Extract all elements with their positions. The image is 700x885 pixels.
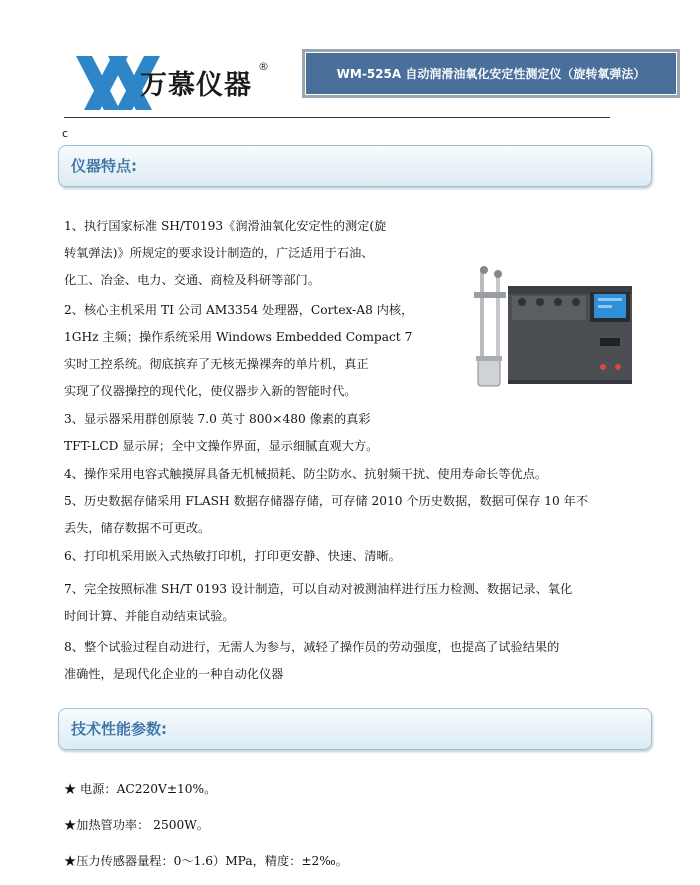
- feature-line: 时间计算、并能自动结束试验。: [64, 609, 235, 623]
- feature-line: 实时工控系统。彻底摈弃了无核无操裸奔的单片机，真正: [64, 357, 369, 371]
- feature-line: 3、显示器采用群创原装 7.0 英寸 800×480 像素的真彩: [64, 412, 371, 426]
- feature-paragraph-3: [64, 406, 378, 460]
- logo-text: 万慕仪器: [140, 70, 252, 101]
- feature-line: 化工、冶金、电力、交通、商检及科研等部门。: [64, 273, 320, 287]
- feature-paragraph-4: [64, 461, 547, 488]
- feature-line: 丢失，储存数据不可更改。: [64, 521, 211, 535]
- feature-paragraph-5: [64, 488, 588, 542]
- specs-heading: 技术性能参数:: [71, 720, 167, 738]
- instrument-photo: [470, 262, 636, 392]
- feature-line: 1、执行国家标准 SH/T0193《润滑油氧化安定性的测定(旋: [64, 219, 387, 233]
- registered-mark: ®: [258, 60, 269, 73]
- features-heading: 仪器特点:: [71, 157, 137, 175]
- feature-line: 准确性，是现代化企业的一种自动化仪器: [64, 667, 284, 681]
- features-section-header: [58, 145, 652, 187]
- feature-line: 1GHz 主频；操作系统采用 Windows Embedded Compact 7: [64, 330, 413, 344]
- feature-paragraph-1: [64, 213, 386, 294]
- feature-line: 4、操作采用电容式触摸屏具备无机械损耗、防尘防水、抗射频干扰、使用寿命长等优点。: [64, 467, 548, 481]
- stray-mark: c: [62, 127, 69, 140]
- feature-line: TFT-LCD 显示屏；全中文操作界面，显示细腻直观大方。: [64, 439, 379, 453]
- specs-section-header: [58, 708, 652, 750]
- feature-line: 实现了仪器操控的现代化，使仪器步入新的智能时代。: [64, 384, 357, 398]
- feature-paragraph-6: [64, 543, 401, 570]
- product-title-box: [302, 49, 680, 98]
- feature-line: 7、完全按照标准 SH/T 0193 设计制造，可以自动对被测油样进行压力检测、数据记录、氧化: [64, 582, 573, 596]
- spec-item-pressure: ★压力传感器量程：0～1.6）MPa，精度：±2‰。: [64, 854, 348, 868]
- feature-line: 2、核心主机采用 TI 公司 AM3354 处理器，Cortex-A8 内核，: [64, 303, 414, 317]
- feature-paragraph-7: [64, 576, 572, 630]
- spec-item-power: ★ 电源：AC220V±10%。: [64, 782, 217, 796]
- feature-line: 6、打印机采用嵌入式热敏打印机，打印更安静、快速、清晰。: [64, 549, 401, 563]
- feature-paragraph-2: [64, 297, 413, 405]
- spec-item-heater: ★加热管功率： 2500W。: [64, 818, 209, 832]
- product-title: WM-525A 自动润滑油氧化安定性测定仪（旋转氧弹法）: [336, 67, 646, 81]
- feature-line: 5、历史数据存储采用 FLASH 数据存储器存储，可存储 2010 个历史数据，数据可保存 10 年不: [64, 494, 589, 508]
- feature-paragraph-8: [64, 634, 559, 688]
- feature-line: 转氧弹法)》所规定的要求设计制造的，广泛适用于石油、: [64, 246, 374, 260]
- feature-line: 8、整个试验过程自动进行，无需人为参与，减轻了操作员的劳动强度，也提高了试验结果的: [64, 640, 560, 654]
- header-divider: [64, 117, 610, 118]
